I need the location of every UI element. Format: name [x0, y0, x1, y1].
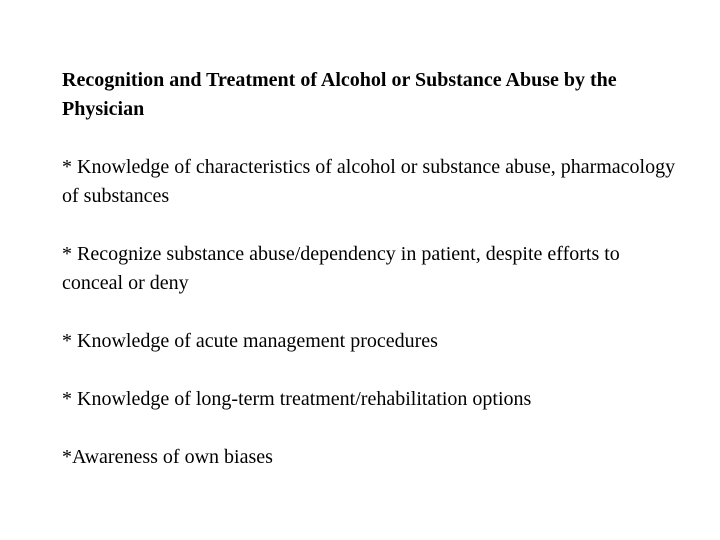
bullet-item: * Knowledge of characteristics of alcohol or substance abuse, pharmacology of substances — [62, 156, 676, 207]
slide-title: Recognition and Treatment of Alcohol or Substance Abuse by the Physician — [62, 69, 617, 120]
slide-content — [62, 66, 682, 472]
bullet-item: * Knowledge of acute management procedures — [62, 330, 438, 352]
bullet-item: * Knowledge of long-term treatment/rehabilitation options — [62, 388, 532, 410]
bullet-item: * Recognize substance abuse/dependency in patient, despite efforts to conceal or deny — [62, 243, 620, 294]
bullet-item: *Awareness of own biases — [62, 446, 273, 468]
